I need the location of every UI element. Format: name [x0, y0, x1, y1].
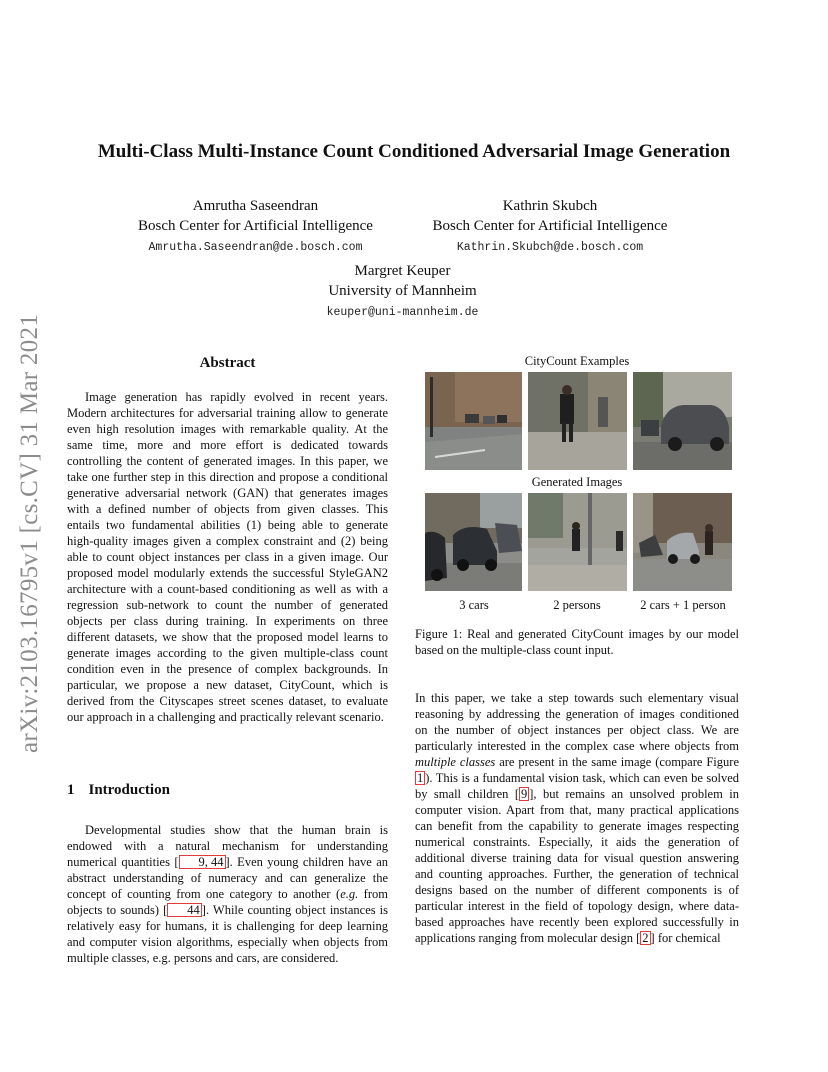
author-name: Amrutha Saseendran	[192, 198, 319, 214]
figure-label-3: 2 cars + 1 person	[640, 598, 726, 612]
intro-paragraph: Developmental studies show that the human brain is endowed with a natural mechanism for understanding numerical quantities [ 9, 44 ]. Even young children have an abstract understanding of numeracy and can generalize the concept of counting from one category to another (e.g. from objects to sounds) [ 44 ]. While counting object instances is relatively easy for humans, it is challenging for deep learning and computer vision algorithms, especially when objects from multiple classes, e.g. persons and cars, are considered.	[67, 823, 389, 965]
section-title: Introduction	[88, 782, 170, 798]
intro-body	[67, 822, 388, 966]
real-image-3	[633, 372, 732, 470]
arxiv-identifier: arXiv:2103.16795v1 [cs.CV] 31 Mar 2021	[16, 313, 43, 753]
generated-image-2	[528, 493, 627, 591]
author-affiliation: University of Mannheim	[328, 283, 477, 299]
author-name: Margret Keuper	[354, 263, 451, 279]
figure-label-2: 2 persons	[553, 598, 601, 612]
author-2	[420, 196, 680, 258]
figure-caption: Figure 1: Real and generated CityCount images by our model based on the multiple-class count input.	[415, 627, 739, 657]
figure-reference-link[interactable]: 1	[417, 771, 424, 785]
figure-top-title: CityCount Examples	[524, 354, 630, 368]
abstract-text: Image generation has rapidly evolved in recent years. Modern architectures for adversarial training allow to generate even high resolution images with remarkable quality. At the same time, more and more effort is dedicated towards controlling the content of generated images. In this paper, we take one further step in this direction and propose a conditional generative adversarial network (GAN) that generates images with a defined number of objects from given classes. This entails two fundamental abilities (1) being able to generate high-quality images given a complex constraint and (2) being able to count object instances per class in a given image. Our proposed model modularly extends the successful StyleGAN2 architecture with a count-based conditioning as well as with a regression sub-network to count the number of generated objects per class during training. In experiments on three different datasets, we show that the proposed model learns to generate images according to the given multiple-class count condition even in the presence of complex backgrounds. In particular, we propose a new dataset, CityCount, which is derived from the Cityscapes street scenes dataset, to evaluate our approach in a challenging and practically relevant scenario.	[67, 390, 388, 724]
real-image-2	[528, 372, 627, 470]
citation-link[interactable]: 9, 44	[179, 855, 226, 869]
generated-image-3	[633, 493, 732, 591]
citation-link[interactable]: 9	[521, 787, 528, 801]
author-name: Kathrin Skubch	[502, 198, 598, 214]
right-paragraph: In this paper, we take a step towards such elementary visual reasoning by addressing the generation of images conditioned on the number of object instances per object class. We are particularly interested in the complex case where objects from multiple classes are present in the same image (compare Figure 1 ). This is a fundamental vision task, which can even be solved by small children [ 9 ], but remains an unsolved problem in computer vision. Apart from that, many practical applications can benefit from the capability to generate images respecting numerical constraints. Especially, it aids the generation of additional diverse training data for visual question answering and counting approaches. Further, the generation of technical designs based on the number of different components is of particular interest in the field of topology design, where data-based approaches have recently been explored successfully in applications ranging from molecular design [ 2 ] for chemical	[415, 691, 739, 945]
author-email[interactable]: Kathrin.Skubch@de.bosch.com	[456, 241, 644, 254]
figure-mid-title: Generated Images	[531, 475, 623, 489]
generated-image-1	[425, 493, 522, 591]
abstract-body	[67, 389, 388, 725]
real-image-1	[425, 372, 522, 470]
figure-label-1: 3 cars	[459, 598, 489, 612]
author-3	[300, 261, 505, 323]
right-column-body	[415, 690, 739, 946]
author-affiliation: Bosch Center for Artificial Intelligence	[138, 218, 373, 234]
citation-link[interactable]: 44	[167, 903, 202, 917]
author-1	[128, 196, 383, 258]
abstract-heading: Abstract	[199, 355, 256, 371]
author-email[interactable]: keuper@uni-mannheim.de	[326, 306, 479, 319]
author-affiliation: Bosch Center for Artificial Intelligence	[432, 218, 668, 234]
citation-link[interactable]: 2	[642, 931, 649, 945]
author-email[interactable]: Amrutha.Saseendran@de.bosch.com	[148, 241, 363, 254]
section-heading-introduction	[67, 782, 170, 799]
paper-title: Multi-Class Multi-Instance Count Conditioned Adversarial Image Generation	[97, 141, 731, 162]
section-number: 1	[67, 782, 75, 798]
